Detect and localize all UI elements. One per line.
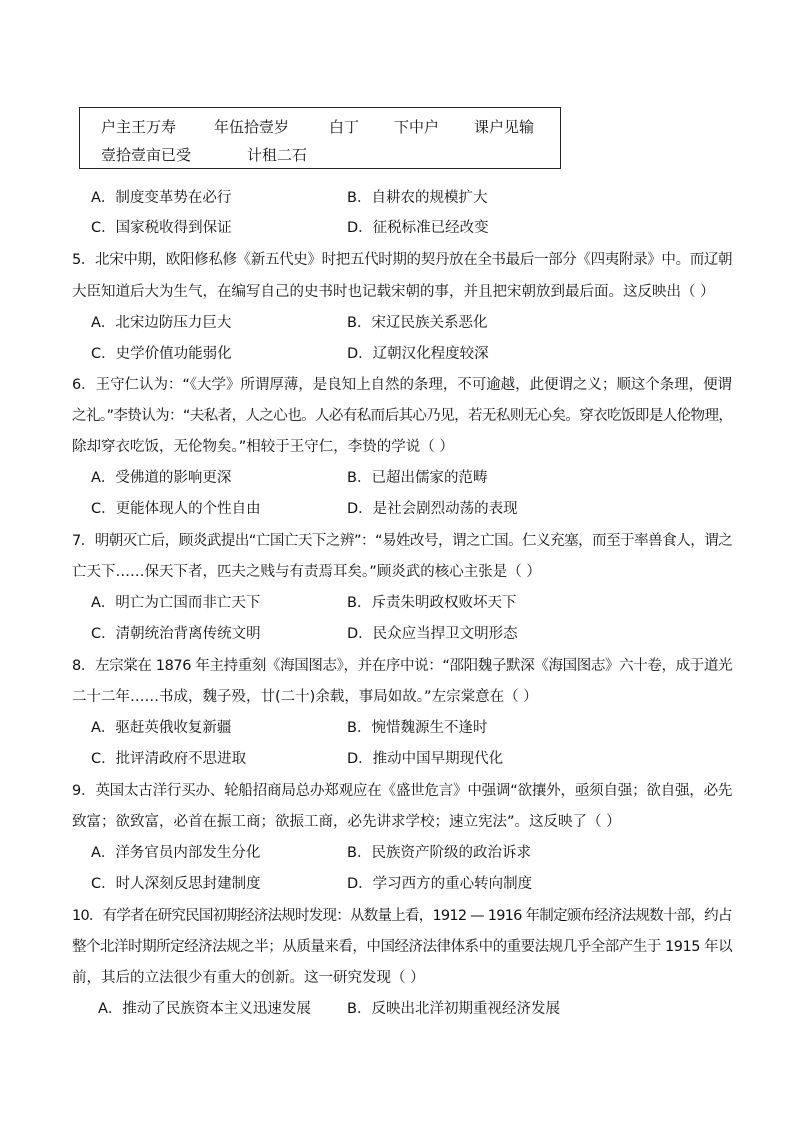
option-a: A．北宋边防压力巨大 — [91, 315, 232, 331]
question-text: 大臣知道后大为生气，在编写自己的史书时也记载宋朝的事，并且把宋朝放到最后面。这反映出（ ） — [72, 284, 715, 300]
record-item: 课户见输 — [474, 118, 535, 136]
question-text: 致富；欲致富，必首在振工商；欲振工商，必先讲求学校；速立宪法”。这反映了（ ） — [72, 814, 621, 830]
option-d: D．征税标准已经改变 — [347, 220, 489, 236]
option-a: A．推动了民族资本主义迅速发展 — [98, 1001, 311, 1017]
record-item: 下中户 — [394, 118, 440, 136]
question-text: 9．英国太古洋行买办、轮船招商局总办郑观应在《盛世危言》中强调“欲攘外，亟须自强；欲自强，必先 — [72, 783, 733, 799]
option-d: D．辽朝汉化程度较深 — [347, 346, 489, 362]
question-text: 之礼。”李贽认为：“夫私者，人之心也。人必有私而后其心乃见，若无私则无心矣。穿衣吃饭即是人伦物理， — [72, 408, 733, 424]
option-c: C．史学价值功能弱化 — [91, 346, 232, 362]
question-text: 8．左宗棠在 1876 年主持重刻《海国图志》，并在序中说：“邵阳魏子默深《海国图志》六十卷，成于道光 — [72, 658, 733, 674]
option-b: B．斥责朱明政权败坏天下 — [347, 595, 517, 611]
option-b: B．惋惜魏源生不逢时 — [347, 720, 488, 736]
record-item: 户主王万寿 — [101, 118, 177, 136]
question-text: 亡天下……保天下者，匹夫之贱与有责焉耳矣。”顾炎武的核心主张是（ ） — [72, 564, 541, 580]
option-c: C．国家税收得到保证 — [91, 220, 232, 236]
option-a: A．受佛道的影响更深 — [91, 470, 232, 486]
option-c: C．批评清政府不思进取 — [91, 751, 247, 767]
record-item: 计租二石 — [247, 146, 308, 164]
option-b: B．反映出北洋初期重视经济发展 — [347, 1001, 560, 1017]
question-text: 10．有学者在研究民国初期经济法规时发现：从数量上看，1912 — 1916 年制定颁布经济法规数十部，约占 — [72, 908, 732, 924]
option-b: B．已超出儒家的范畴 — [347, 470, 488, 486]
option-c: C．更能体现人的个性自由 — [91, 501, 261, 517]
option-b: B．自耕农的规模扩大 — [347, 190, 488, 206]
option-b: B．民族资产阶级的政治诉求 — [347, 845, 531, 861]
question-text: 前，其后的立法很少有重大的创新。这一研究发现（ ） — [72, 970, 425, 986]
option-a: A．明亡为亡国而非亡天下 — [91, 595, 261, 611]
option-c: C．时人深刻反思封建制度 — [91, 876, 261, 892]
question-text: 除却穿衣吃饭，无伦物矣。”相较于王守仁，李贽的学说（ ） — [72, 439, 454, 455]
record-item: 白丁 — [329, 118, 360, 136]
record-item: 年伍拾壹岁 — [214, 118, 290, 136]
option-d: D．学习西方的重心转向制度 — [347, 876, 533, 892]
option-d: D．推动中国早期现代化 — [347, 751, 504, 767]
question-text: 整个北洋时期所定经济法规之半；从质量来看，中国经济法律体系中的重要法规几乎全部产生于 1915 年以 — [72, 939, 733, 955]
question-text: 7．明朝灭亡后，顾炎武提出“亡国亡天下之辨”：“易姓改号，谓之亡国。仁义充塞，而至于率兽食人，谓之 — [72, 533, 733, 549]
question-text: 5．北宋中期，欧阳修私修《新五代史》时把五代时期的契丹放在全书最后一部分《四夷附录》中。而辽朝 — [72, 252, 733, 268]
option-d: D．民众应当捍卫文明形态 — [347, 626, 518, 642]
question-text: 二十二年……书成，魏子殁，廿(二十)余载，事局如故。”左宗棠意在（ ） — [72, 689, 538, 705]
option-a: A．驱赶英俄收复新疆 — [91, 720, 232, 736]
option-a: A．洋务官员内部发生分化 — [91, 845, 261, 861]
record-item: 壹拾壹亩已受 — [101, 146, 192, 164]
option-b: B．宋辽民族关系恶化 — [347, 315, 488, 331]
option-c: C．清朝统治背离传统文明 — [91, 626, 261, 642]
question-text: 6．王守仁认为：“《大学》所谓厚薄，是良知上自然的条理，不可逾越，此便谓之义；顺这个条理，便谓 — [72, 377, 732, 393]
option-a: A．制度变革势在必行 — [91, 190, 232, 206]
option-d: D．是社会剧烈动荡的表现 — [347, 501, 518, 517]
